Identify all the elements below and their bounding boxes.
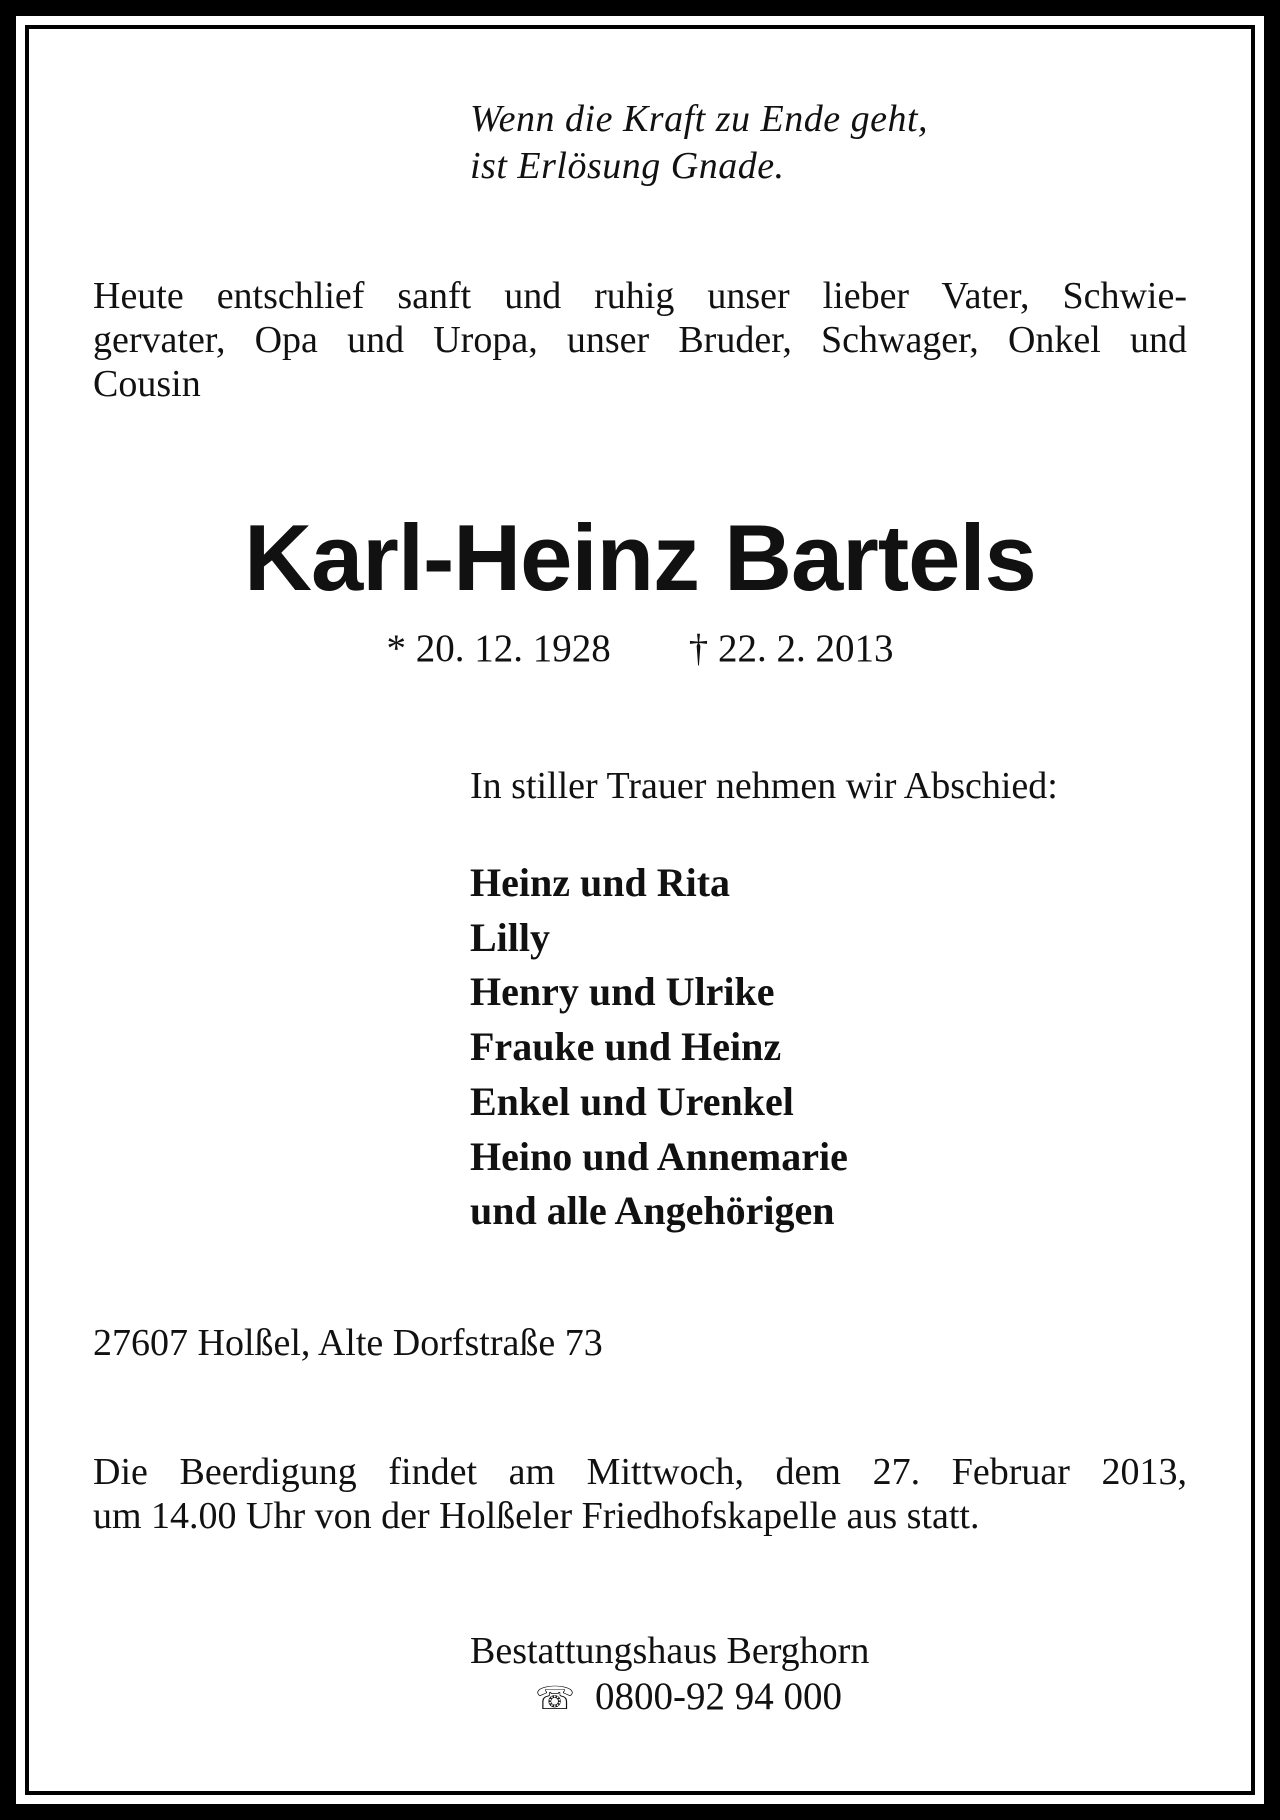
funeral-line-2: um 14.00 Uhr von der Holßeler Friedhofskapelle aus statt. [93,1495,980,1537]
motto-line-2: ist Erlösung Gnade. [470,145,785,187]
motto-line-1: Wenn die Kraft zu Ende geht, [470,98,928,140]
deceased-name: Karl-Heinz Bartels [244,505,1036,610]
intro-paragraph [93,274,1187,406]
family-member: Lilly [470,914,551,960]
family-member: Heinz und Rita [470,860,731,905]
mourning-line: In stiller Trauer nehmen wir Abschied: [470,765,1058,807]
family-member: Enkel und Urenkel [470,1078,794,1124]
family-member: und alle Angehörigen [470,1188,835,1234]
phone-number: 0800-92 94 000 [595,1675,843,1718]
family-member: Henry und Ulrike [470,969,775,1015]
intro-line-2: gervater, Opa und Uropa, unser Bruder, Schwager, Onkel und [93,319,1187,361]
funeral-notice [93,1450,1187,1538]
undertaker-name: Bestattungshaus Berghorn [470,1630,870,1672]
intro-line-1: Heute entschlief sanft und ruhig unser lieber Vater, Schwie- [93,275,1187,317]
telephone-icon: ☏ [535,1679,576,1717]
intro-line-3: Cousin [93,363,201,405]
life-dates [0,626,1280,672]
motto-quote [470,96,928,190]
family-member: Heino und Annemarie [470,1133,848,1179]
address: 27607 Holßel, Alte Dorfstraße 73 [93,1322,603,1364]
funeral-line-1: Die Beerdigung findet am Mittwoch, dem 27. Februar 2013, [93,1451,1187,1493]
death-date: † 22. 2. 2013 [688,627,894,670]
family-list [470,856,848,1239]
family-member: Frauke und Heinz [470,1024,782,1070]
undertaker-phone [535,1674,842,1721]
birth-date: * 20. 12. 1928 [386,627,611,670]
